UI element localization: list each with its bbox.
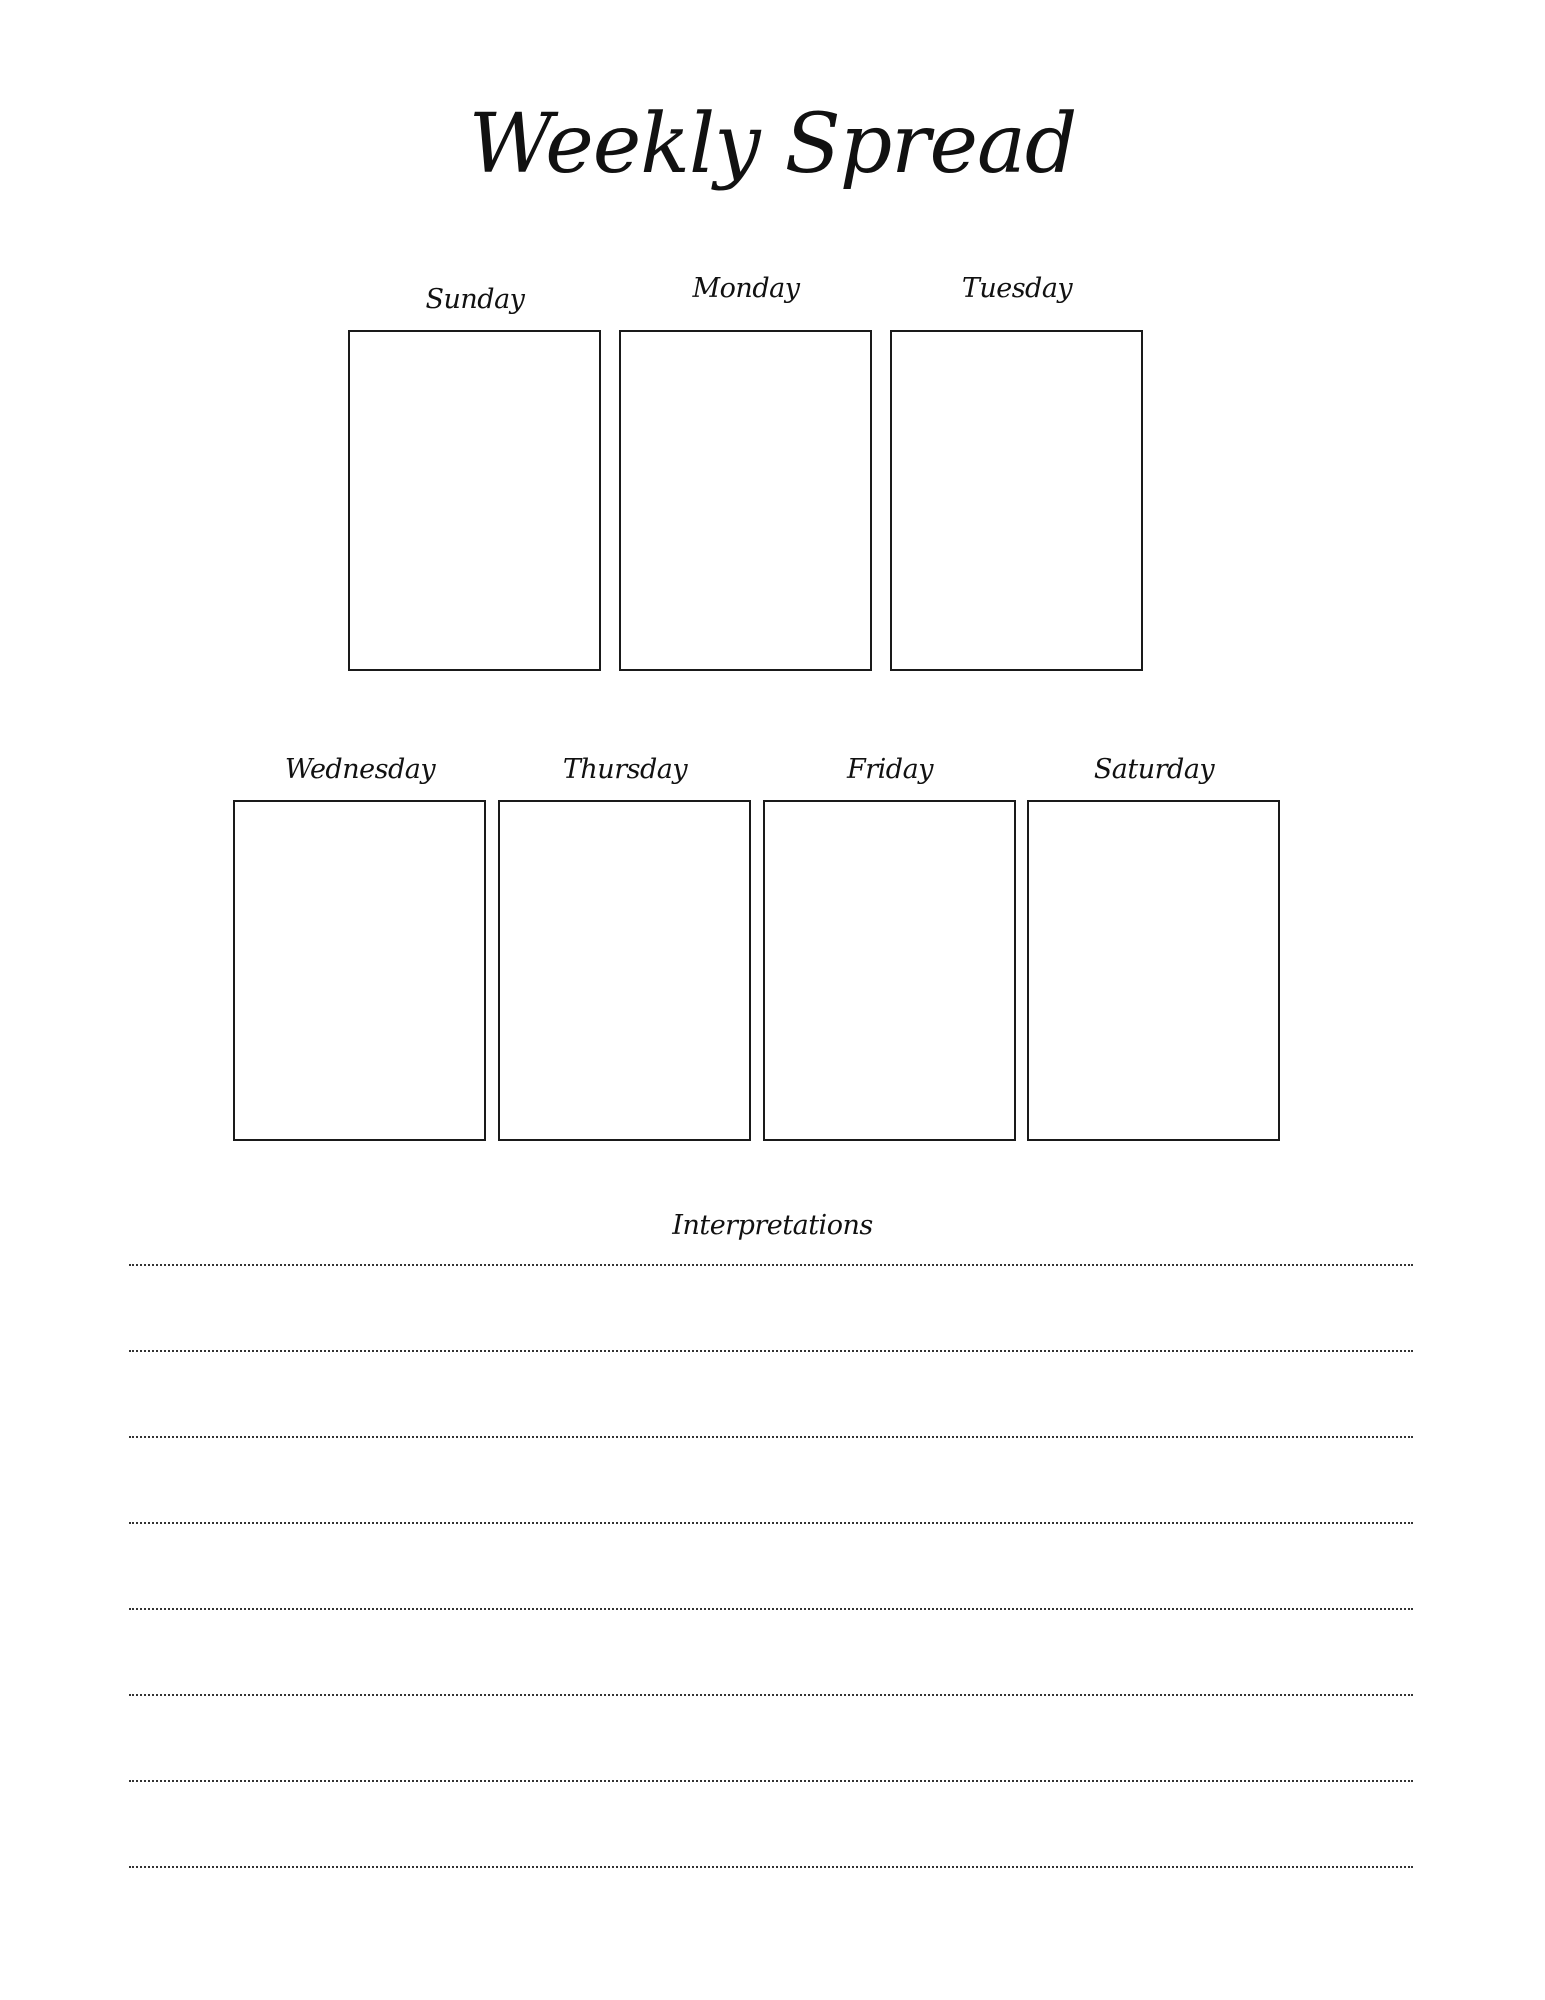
day-label-wednesday: Wednesday: [284, 754, 436, 785]
writing-line[interactable]: [129, 1694, 1413, 1696]
writing-line[interactable]: [129, 1866, 1413, 1868]
day-box-thursday[interactable]: [498, 800, 751, 1141]
day-label-friday: Friday: [847, 754, 933, 785]
writing-line[interactable]: [129, 1350, 1413, 1352]
day-label-monday: Monday: [692, 273, 800, 304]
writing-line[interactable]: [129, 1436, 1413, 1438]
day-box-tuesday[interactable]: [890, 330, 1143, 671]
day-box-sunday[interactable]: [348, 330, 601, 671]
day-label-saturday: Saturday: [1093, 754, 1215, 785]
writing-line[interactable]: [129, 1780, 1413, 1782]
writing-line[interactable]: [129, 1522, 1413, 1524]
day-box-wednesday[interactable]: [233, 800, 486, 1141]
day-box-monday[interactable]: [619, 330, 872, 671]
page-title: Weekly Spread: [468, 97, 1077, 192]
writing-line[interactable]: [129, 1608, 1413, 1610]
day-box-saturday[interactable]: [1027, 800, 1280, 1141]
day-label-sunday: Sunday: [425, 284, 525, 315]
writing-line[interactable]: [129, 1264, 1413, 1266]
day-label-tuesday: Tuesday: [961, 273, 1073, 304]
day-box-friday[interactable]: [763, 800, 1016, 1141]
interpretations-heading: Interpretations: [672, 1210, 873, 1241]
day-label-thursday: Thursday: [562, 754, 688, 785]
